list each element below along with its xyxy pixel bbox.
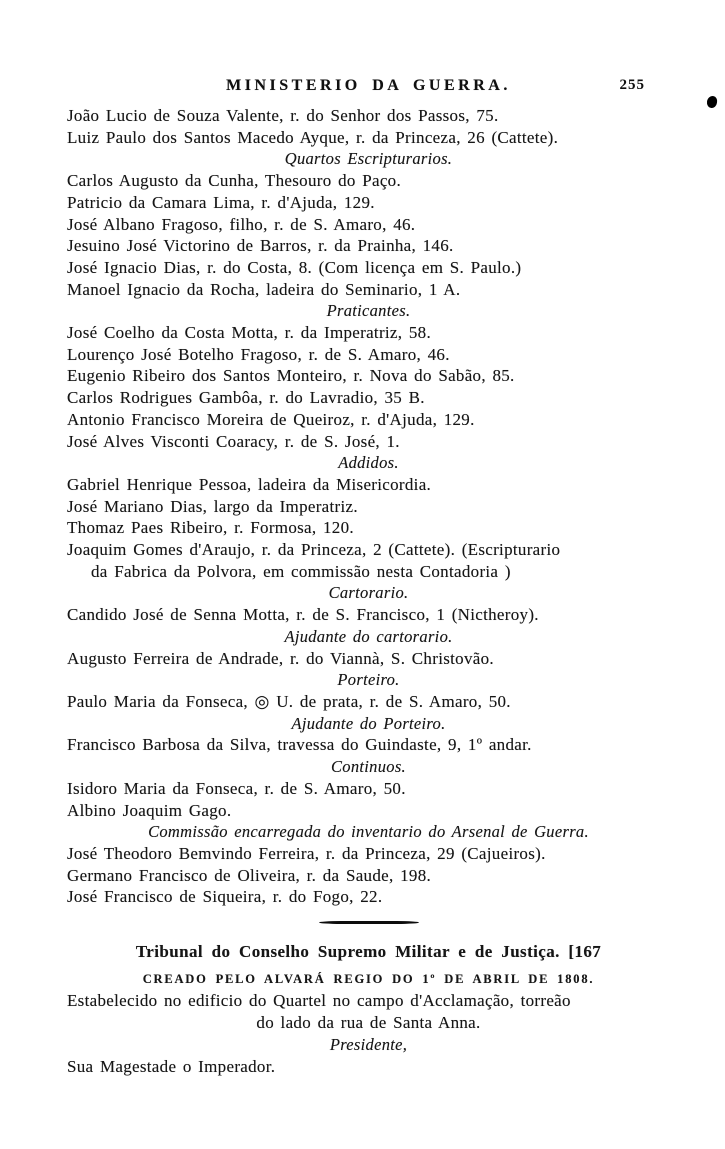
page-body: [67, 105, 670, 1077]
section-heading: Addidos.: [338, 453, 399, 473]
page-header: [67, 76, 670, 96]
directory-entry: José Ignacio Dias, r. do Costa, 8. (Com licença em S. Paulo.): [67, 257, 522, 277]
directory-entry: Luiz Paulo dos Santos Macedo Ayque, r. da Princeza, 26 (Cattete).: [67, 127, 559, 147]
tribunal-creation-note: CREADO PELO ALVARÁ REGIO DO 1º DE ABRIL DE 1808.: [142, 971, 595, 986]
section-heading: Praticantes.: [326, 301, 411, 321]
directory-entry: Germano Francisco de Oliveira, r. da Saude, 198.: [67, 865, 432, 885]
running-header-title: MINISTERIO DA GUERRA.: [226, 77, 511, 94]
directory-entry: Patricio da Camara Lima, r. d'Ajuda, 129.: [67, 192, 375, 212]
directory-entry: Sua Magestade o Imperador.: [67, 1056, 276, 1076]
directory-entry: Francisco Barbosa da Silva, travessa do Guindaste, 9, 1º andar.: [67, 735, 532, 755]
directory-entry-centered: do lado da rua de Santa Anna.: [256, 1013, 481, 1033]
section-heading: Presidente,: [329, 1034, 408, 1054]
directory-entry: Augusto Ferreira de Andrade, r. do Viannà, S. Christovão.: [67, 648, 494, 668]
section-heading: Ajudante do Porteiro.: [291, 713, 446, 733]
section-heading: Ajudante do cartorario.: [284, 626, 453, 646]
section-heading: Commissão encarregada do inventario do Arsenal de Guerra.: [148, 822, 589, 842]
directory-entry: Isidoro Maria da Fonseca, r. de S. Amaro, 50.: [67, 778, 406, 798]
directory-entry: Candido José de Senna Motta, r. de S. Francisco, 1 (Nictheroy).: [67, 605, 539, 625]
directory-entry: Manoel Ignacio da Rocha, ladeira do Seminario, 1 A.: [67, 279, 461, 299]
directory-entry: José Theodoro Bemvindo Ferreira, r. da Princeza, 29 (Cajueiros).: [67, 843, 546, 863]
directory-entry-continuation: da Fabrica da Polvora, em commissão nesta Contadoria ): [91, 561, 511, 581]
directory-entry: José Coelho da Costa Motta, r. da Imperatriz, 58.: [67, 323, 432, 343]
directory-entry: José Mariano Dias, largo da Imperatriz.: [67, 496, 358, 516]
section-heading: Porteiro.: [337, 670, 400, 690]
directory-entry: Carlos Rodrigues Gambôa, r. do Lavradio, 35 B.: [67, 388, 425, 408]
directory-entry: Carlos Augusto da Cunha, Thesouro do Paço.: [67, 171, 402, 191]
page-number: 255: [619, 77, 645, 93]
directory-entry: João Lucio de Souza Valente, r. do Senhor dos Passos, 75.: [67, 106, 499, 125]
directory-entry: José Francisco de Siqueira, r. do Fogo, 22.: [67, 887, 383, 907]
directory-entry: José Alves Visconti Coaracy, r. de S. José, 1.: [67, 431, 400, 451]
directory-entry: Albino Joaquim Gago.: [67, 800, 232, 820]
directory-entry: Gabriel Henrique Pessoa, ladeira da Misericordia.: [67, 474, 432, 494]
tribunal-title: Tribunal do Conselho Supremo Militar e de Justiça. [167: [135, 942, 602, 962]
directory-entry: Joaquim Gomes d'Araujo, r. da Princeza, 2 (Cattete). (Escripturario: [67, 540, 561, 560]
directory-entry: Antonio Francisco Moreira de Queiroz, r. d'Ajuda, 129.: [67, 409, 475, 429]
directory-entry: Estabelecido no edificio do Quartel no campo d'Acclamação, torreão: [67, 991, 571, 1011]
directory-entry: Lourenço José Botelho Fragoso, r. de S. Amaro, 46.: [67, 344, 450, 364]
section-heading: Quartos Escripturarios.: [284, 149, 453, 169]
directory-entry: Paulo Maria da Fonseca, ◎ U. de prata, r. de S. Amaro, 50.: [67, 691, 511, 711]
section-divider: [319, 921, 419, 924]
section-heading: Continuos.: [331, 757, 406, 777]
directory-entry: Jesuino José Victorino de Barros, r. da Prainha, 146.: [67, 236, 454, 256]
directory-entry: Eugenio Ribeiro dos Santos Monteiro, r. Nova do Sabão, 85.: [67, 366, 515, 386]
section-heading: Cartorario.: [328, 583, 409, 603]
directory-entry: Thomaz Paes Ribeiro, r. Formosa, 120.: [67, 518, 354, 538]
directory-entry: José Albano Fragoso, filho, r. de S. Amaro, 46.: [67, 214, 416, 234]
